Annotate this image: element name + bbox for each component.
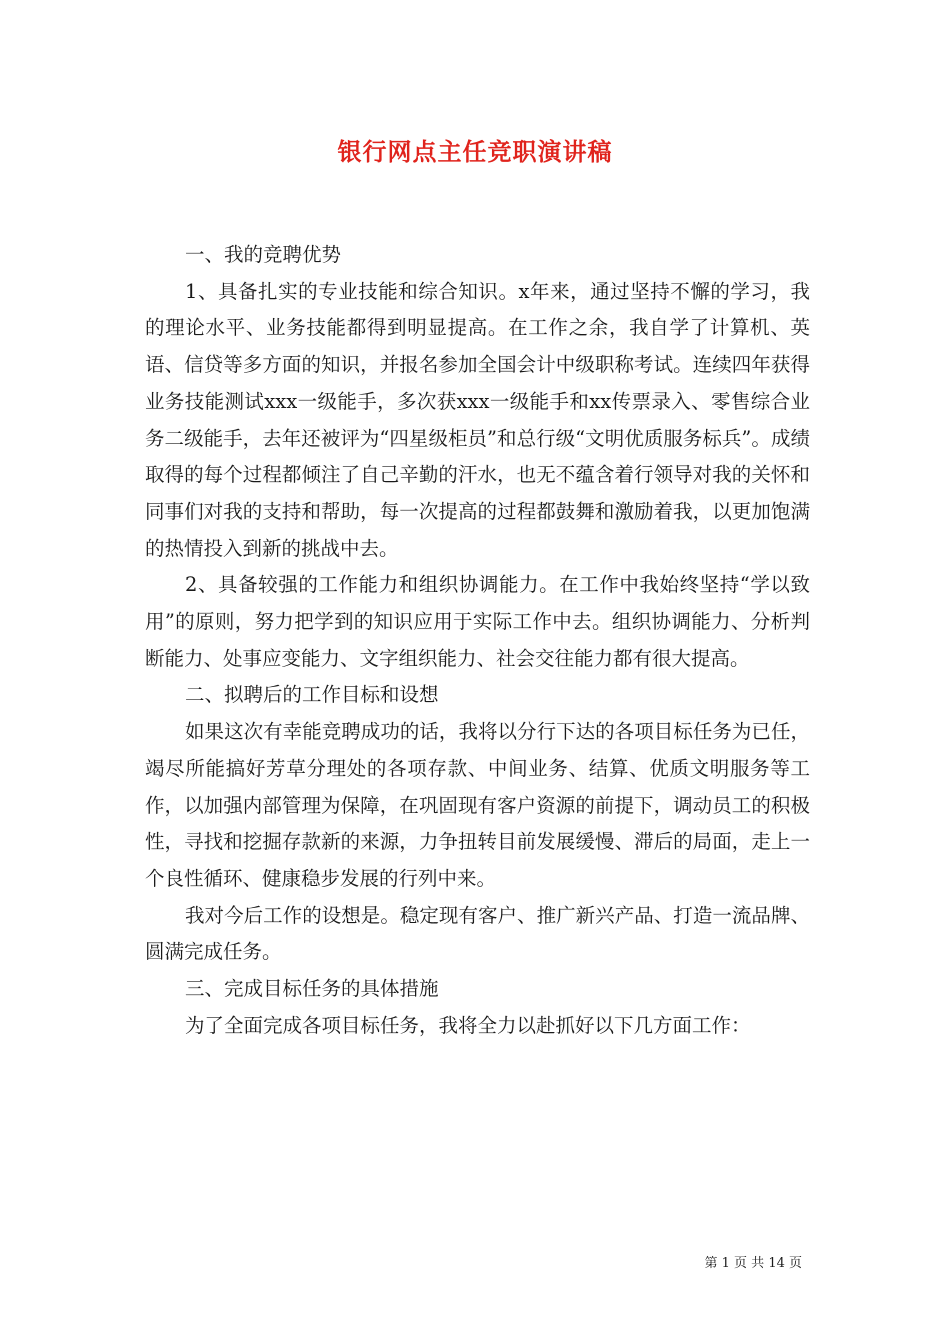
paragraph-1: 1、具备扎实的专业技能和综合知识。x年来，通过坚持不懈的学习，我的理论水平、业务技能都得到明显提高。在工作之余，我自学了计算机、英语、信贷等多方面的知识，并报名参加全国会计中级职称考试。连续四年获得业务技能测试xxx一级能手，多次获xxx一级能手和xx传票录入、零售综合业务二级能手，去年还被评为“四星级柜员”和总行级“文明优质服务标兵”。成绩取得的每个过程都倾注了自己辛勤的汗水，也无不蕴含着行领导对我的关怀和同事们对我的支持和帮助，每一次提高的过程都鼓舞和激励着我，以更加饱满的热情投入到新的挑战中去。	[145, 279, 810, 560]
paragraph-4: 我对今后工作的设想是。稳定现有客户、推广新兴产品、打造一流品牌、圆满完成任务。	[145, 903, 810, 964]
section-heading-3: 三、完成目标任务的具体措施	[185, 977, 439, 1001]
page-number: 第 1 页 共 14 页	[704, 1256, 802, 1271]
paragraph-3: 如果这次有幸能竞聘成功的话，我将以分行下达的各项目标任务为已任，竭尽所能搞好芳草分理处的各项存款、中间业务、结算、优质文明服务等工作，以加强内部管理为保障，在巩固现有客户资源的前提下，调动员工的积极性，寻找和挖掘存款新的来源，力争扭转目前发展缓慢、滞后的局面，走上一个良性循环、健康稳步发展的行列中来。	[145, 720, 810, 890]
paragraph-2: 2、具备较强的工作能力和组织协调能力。在工作中我始终坚持“学以致用”的原则，努力把学到的知识应用于实际工作中去。组织协调能力、分析判断能力、处事应变能力、文字组织能力、社会交往能力都有很大提高。	[145, 573, 810, 670]
section-heading-2: 二、拟聘后的工作目标和设想	[185, 683, 439, 707]
paragraph-5: 为了全面完成各项目标任务，我将全力以赴抓好以下几方面工作：	[185, 1013, 751, 1037]
document-title: 银行网点主任竞职演讲稿	[337, 137, 613, 166]
document-body	[145, 237, 810, 1044]
section-heading-1: 一、我的竞聘优势	[185, 243, 342, 266]
